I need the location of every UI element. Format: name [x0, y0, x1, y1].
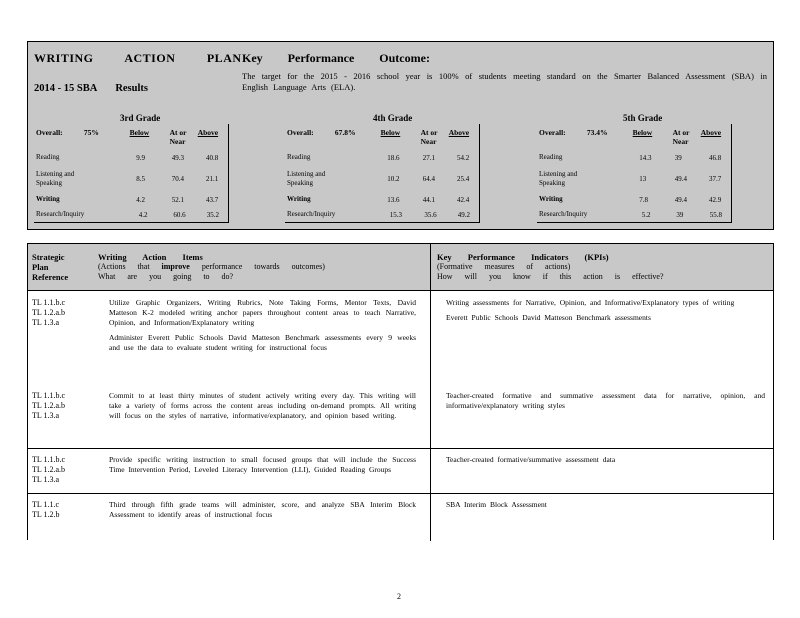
cell-below: 4.2 — [138, 210, 148, 219]
checkbox-bullet-icon — [435, 391, 446, 411]
ref-code: TL 1.3.a — [32, 411, 60, 420]
action-items — [98, 298, 416, 358]
cell-below: 10.2 — [387, 174, 400, 183]
header-action-items — [98, 252, 398, 282]
header-question: How will you know if this action is effective? — [437, 272, 664, 281]
row-name: Listening and Speaking — [539, 169, 578, 187]
page-number: 2 — [397, 592, 401, 601]
checkbox-bullet-icon — [98, 391, 109, 421]
ref-code: TL 1.3.a — [32, 475, 60, 484]
action-text: Third through fifth grade teams will administer, score, and analyze SBA Interim Block Assessment to identify areas of instructional focus — [109, 500, 416, 519]
cell-above: 49.2 — [457, 210, 470, 219]
cell-below: 18.6 — [387, 153, 400, 162]
col-near: At or Near — [420, 128, 438, 146]
table-row — [34, 192, 228, 207]
overall-label: Overall: — [287, 128, 314, 137]
ref-code: TL 1.1.b.c — [32, 455, 66, 464]
row-name: Reading — [36, 153, 60, 161]
table-row — [285, 150, 479, 165]
list-item — [98, 455, 416, 475]
cell-above: 55.8 — [709, 210, 722, 219]
table-row — [285, 207, 479, 222]
kpi-text: Everett Public Schools David Matteson Benchmark assessments — [446, 313, 651, 322]
list-item — [435, 391, 765, 411]
row-name: Research/Inquiry — [539, 210, 588, 218]
checkbox-bullet-icon — [435, 455, 446, 465]
cell-near: 49.3 — [171, 153, 185, 162]
overall-label: Overall: — [36, 128, 63, 137]
overall-value: 75% — [83, 128, 99, 137]
cell-above: 21.1 — [205, 174, 219, 183]
cell-above: 42.9 — [708, 195, 722, 204]
col-above: Above — [700, 128, 722, 137]
list-item — [98, 298, 416, 328]
table-row — [28, 292, 773, 400]
checkbox-bullet-icon — [98, 333, 109, 353]
col-below: Below — [632, 128, 653, 137]
grade-label: 3rd Grade — [120, 113, 161, 123]
col-below: Below — [380, 128, 401, 137]
cell-above: 54.2 — [456, 153, 470, 162]
table-row — [34, 207, 228, 222]
cell-near: 64.4 — [422, 174, 436, 183]
overall-label: Overall: — [539, 128, 566, 137]
ref-code: TL 1.3.a — [32, 318, 60, 327]
cell-below: 5.2 — [641, 210, 651, 219]
cell-above: 25.4 — [456, 174, 470, 183]
checkbox-bullet-icon — [98, 500, 109, 520]
list-item — [435, 298, 765, 308]
cell-near: 39 — [676, 210, 684, 219]
cell-near: 39 — [674, 153, 682, 162]
cell-below: 9.9 — [136, 153, 145, 162]
grade-results-table — [285, 124, 480, 223]
checkbox-bullet-icon — [435, 313, 446, 323]
cell-above: 46.8 — [708, 153, 722, 162]
ref-code: TL 1.2.a.b — [32, 465, 66, 474]
kpi-items — [435, 500, 765, 515]
checkbox-bullet-icon — [435, 298, 446, 308]
overall-value: 67.8% — [334, 128, 356, 137]
cell-above: 42.4 — [456, 195, 470, 204]
cell-above: 37.7 — [708, 174, 722, 183]
header-text: (Actions that — [98, 262, 150, 271]
col-above: Above — [448, 128, 470, 137]
cell-below: 4.2 — [136, 195, 145, 204]
cell-below: 15.3 — [389, 210, 402, 219]
checkbox-bullet-icon — [98, 455, 109, 475]
cell-below: 7.8 — [639, 195, 648, 204]
ref-code: TL 1.1.b.c — [32, 298, 66, 307]
cell-below: 13 — [639, 174, 647, 183]
grade-results-table — [34, 124, 229, 223]
header-kpis — [437, 252, 737, 282]
cell-near: 49.4 — [674, 174, 688, 183]
header-text: performance towards outcomes) — [201, 262, 325, 271]
col-below: Below — [129, 128, 150, 137]
kpi-items — [435, 391, 765, 416]
header-text: Plan — [32, 262, 49, 272]
cell-below: 13.6 — [387, 195, 400, 204]
cell-above: 43.7 — [205, 195, 219, 204]
table-row — [537, 150, 731, 165]
results-summary-box — [27, 41, 774, 230]
action-items — [98, 500, 416, 525]
header-text-bold: improve — [161, 262, 190, 271]
table-row — [285, 165, 479, 192]
ref-code: TL 1.2.a.b — [32, 308, 66, 317]
col-above: Above — [197, 128, 219, 137]
plan-reference — [32, 500, 59, 520]
cell-near: 27.1 — [422, 153, 436, 162]
plan-subtitle — [34, 83, 148, 94]
checkbox-bullet-icon — [435, 500, 446, 510]
plan-reference — [32, 298, 65, 328]
row-name: Reading — [287, 153, 311, 161]
table-row — [28, 385, 773, 442]
kpi-text: Teacher-created formative and summative assessment data for narrative, opinion, and informative/explanatory writing styles — [446, 391, 765, 410]
col-near: At or Near — [169, 128, 187, 146]
table-row — [34, 150, 228, 165]
grade-results-table — [537, 124, 732, 223]
table-row — [34, 165, 228, 192]
overall-value: 73.4% — [586, 128, 608, 137]
cell-near: 70.4 — [171, 174, 185, 183]
kpi-text: Teacher-created formative/summative assessment data — [446, 455, 616, 464]
table-row — [28, 448, 773, 495]
table-row — [537, 165, 731, 192]
action-items — [98, 391, 416, 426]
cell-above: 35.2 — [206, 210, 219, 219]
row-name: Research/Inquiry — [36, 210, 85, 218]
ref-code: TL 1.2.a.b — [32, 401, 66, 410]
plan-reference — [32, 455, 65, 485]
row-name: Writing — [287, 195, 311, 203]
ref-code: TL 1.1.b.c — [32, 391, 66, 400]
cell-near: 44.1 — [422, 195, 436, 204]
cell-near: 35.6 — [424, 210, 437, 219]
ref-code: TL 1.1.c — [32, 500, 60, 509]
row-name: Writing — [539, 195, 563, 203]
action-table-header — [28, 244, 773, 291]
action-text: Provide specific writing instruction to small focused groups that will include the Success Time Intervention Period, Leveled Literacy Intervention (LLI), Guided Reading Groups — [109, 455, 416, 474]
action-text: Commit to at least thirty minutes of student actively writing every day. This writing will take a variety of forms across the content areas including on-demand prompts. All writing will focus on the styles of narrative, informative/explanatory, and opinion based writing. — [109, 391, 416, 420]
header-text: Reference — [32, 272, 69, 282]
grade-table-header — [537, 124, 731, 150]
grade-label: 5th Grade — [623, 113, 663, 123]
table-row — [285, 192, 479, 207]
kpo-text: The target for the 2015 - 2016 school year is 100% of students meeting standard on the Smarter Balanced Assessment (SBA) in English Language Arts (ELA). — [242, 71, 767, 92]
grade-label: 4th Grade — [373, 113, 413, 123]
cell-near: 49.4 — [674, 195, 688, 204]
header-subline — [98, 262, 398, 272]
table-row — [28, 493, 773, 541]
row-name: Reading — [539, 153, 563, 161]
list-item — [435, 500, 765, 510]
results-label: Results — [115, 83, 148, 94]
cell-above: 40.8 — [205, 153, 219, 162]
plan-title: WRITING ACTION PLAN — [34, 51, 242, 65]
plan-reference — [32, 391, 65, 421]
table-row — [537, 207, 731, 222]
header-text: Strategic — [32, 252, 65, 262]
ref-code: TL 1.2.b — [32, 510, 60, 519]
list-item — [98, 333, 416, 353]
header-subline: (Formative measures of actions) — [437, 262, 571, 271]
action-plan-table — [27, 243, 774, 540]
row-name: Research/Inquiry — [287, 210, 336, 218]
action-text: Utilize Graphic Organizers, Writing Rubrics, Note Taking Forms, Mentor Texts, David Matteson K-2 modeled writing anchor papers throughout content areas to teach Narrative, Opinion, and Information/Explanatory writing — [109, 298, 416, 327]
grade-table-header — [285, 124, 479, 150]
checkbox-bullet-icon — [98, 298, 109, 328]
sba-year: 2014 - 15 SBA — [34, 83, 98, 94]
header-strategic-plan-reference — [32, 252, 68, 282]
kpi-text: SBA Interim Block Assessment — [446, 500, 547, 509]
list-item — [435, 313, 765, 323]
kpi-items — [435, 455, 765, 470]
header-question: What are you going to do? — [98, 272, 234, 281]
kpi-text: Writing assessments for Narrative, Opinion, and Informative/Explanatory types of writing — [446, 298, 735, 307]
list-item — [435, 455, 765, 465]
row-name: Listening and Speaking — [287, 169, 326, 187]
cell-near: 52.1 — [171, 195, 185, 204]
kpo-title: Key Performance Outcome: — [242, 51, 430, 65]
kpi-items — [435, 298, 765, 328]
row-name: Writing — [36, 195, 60, 203]
action-items — [98, 455, 416, 480]
action-text: Administer Everett Public Schools David Matteson Benchmark assessments every 9 weeks and use the data to evaluate student writing for instructional focus — [109, 333, 416, 352]
row-name: Listening and Speaking — [36, 169, 75, 187]
table-row — [537, 192, 731, 207]
header-title: Key Performance Indicators (KPIs) — [437, 252, 609, 262]
cell-near: 60.6 — [173, 210, 186, 219]
grade-table-header — [34, 124, 228, 150]
list-item — [98, 500, 416, 520]
col-near: At or Near — [672, 128, 690, 146]
cell-below: 14.3 — [639, 153, 652, 162]
cell-below: 8.5 — [136, 174, 145, 183]
list-item — [98, 391, 416, 421]
header-title: Writing Action Items — [98, 252, 203, 262]
